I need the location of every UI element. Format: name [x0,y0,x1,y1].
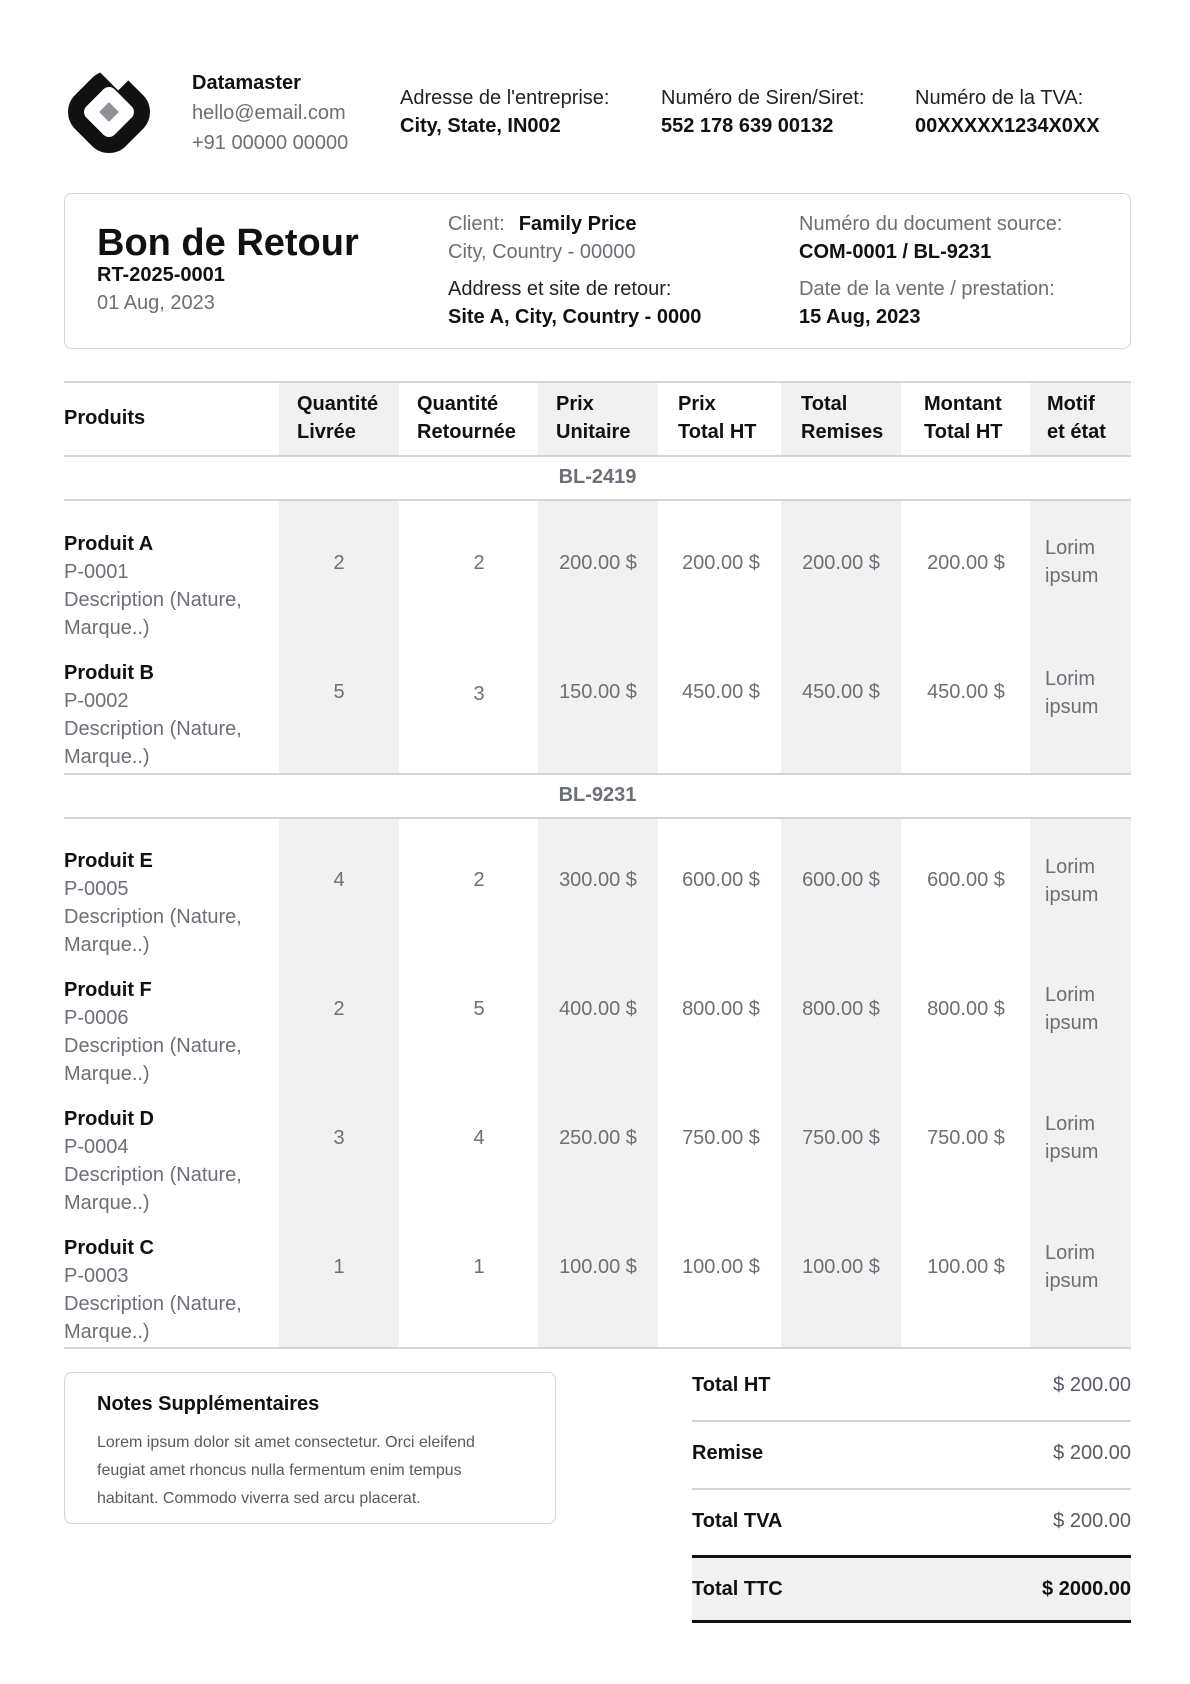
remise-row [692,1420,1131,1488]
qty-returned: 2 [473,552,485,574]
total-ttc-value: $ 2000.00 [1042,1578,1131,1600]
product-code: P-0003 [64,1265,129,1287]
table-row [64,847,242,959]
table-row [64,530,242,642]
product-description: Marque..) [64,934,150,956]
product-description: Description (Nature, [64,718,242,740]
sale-date-label: Date de la vente / prestation: [799,278,1055,300]
product-description: Marque..) [64,1192,150,1214]
total-discounts: 800.00 $ [802,998,880,1020]
total-discounts: 200.00 $ [802,552,880,574]
address-value: City, State, IN002 [400,115,561,137]
source-doc-label: Numéro du document source: [799,213,1063,235]
product-description: Marque..) [64,1321,150,1343]
client-label: Client: [448,213,505,235]
header-produits: Produits [64,407,146,429]
total-discounts: 600.00 $ [802,869,880,891]
return-site-label: Address et site de retour: [448,278,672,300]
header-motif: Motif et état [1047,393,1106,443]
header-total-remises: Total Remises [801,393,884,443]
product-description: Marque..) [64,1063,150,1085]
notes-body: Lorem ipsum dolor sit amet consectetur. Orci eleifend feugiat amet rhoncus nulla fermentum enim tempus habitant. Commodo viverra sed arcu placerat. [97,1434,475,1507]
client-location: City, Country - 00000 [448,241,636,263]
product-code: P-0001 [64,561,129,583]
amount-total-ht: 600.00 $ [927,869,1005,891]
header-prix-unitaire: Prix Unitaire [556,393,631,443]
table-row [64,1234,242,1346]
company-logo-icon [64,62,154,162]
unit-price: 150.00 $ [559,681,637,703]
remise-value: $ 200.00 [1053,1442,1131,1464]
product-code: P-0002 [64,690,129,712]
group-label: BL-9231 [558,784,637,806]
qty-delivered: 5 [333,681,345,703]
product-code: P-0006 [64,1007,129,1029]
total-ttc-row [692,1555,1131,1623]
source-doc-value: COM-0001 / BL-9231 [799,241,992,263]
amount-total-ht: 100.00 $ [927,1256,1005,1278]
total-price: 800.00 $ [682,998,760,1020]
amount-total-ht: 200.00 $ [927,552,1005,574]
unit-price: 100.00 $ [559,1256,637,1278]
company-address [400,84,609,140]
product-description: Description (Nature, [64,1035,242,1057]
header-qte-livree: Quantité Livrée [297,393,379,443]
siren-label: Numéro de Siren/Siret: [661,87,865,109]
product-description: Description (Nature, [64,906,242,928]
company-siren [661,84,864,140]
document-info-card [64,193,1131,349]
header-qte-retournee: Quantité Retournée [417,393,516,443]
product-description: Description (Nature, [64,1164,242,1186]
qty-delivered: 2 [333,998,345,1020]
unit-price: 200.00 $ [559,552,637,574]
total-discounts: 750.00 $ [802,1127,880,1149]
product-name: Produit C [64,1237,154,1259]
company-name: Datamaster [192,72,301,94]
unit-price: 300.00 $ [559,869,637,891]
total-discounts: 100.00 $ [802,1256,880,1278]
amount-total-ht: 800.00 $ [927,998,1005,1020]
company-header [64,62,1126,172]
header-montant-total-ht: Montant Total HT [924,393,1003,443]
motif-etat: Lorim ipsum [1045,1242,1099,1292]
company-email: hello@email.com [192,102,346,124]
total-ht-value: $ 200.00 [1053,1374,1131,1396]
address-label: Adresse de l'entreprise: [400,87,610,109]
qty-returned: 3 [473,683,485,705]
amount-total-ht: 750.00 $ [927,1127,1005,1149]
product-name: Produit D [64,1108,154,1130]
remise-label: Remise [692,1442,764,1464]
notes-box [64,1372,556,1524]
qty-delivered: 2 [333,552,345,574]
qty-delivered: 1 [333,1256,345,1278]
product-code: P-0005 [64,878,129,900]
total-price: 200.00 $ [682,552,760,574]
client-info [448,210,701,331]
total-ht-row [692,1352,1131,1420]
total-ht-label: Total HT [692,1374,771,1396]
unit-price: 400.00 $ [559,998,637,1020]
siren-value: 552 178 639 00132 [661,115,834,137]
products-table [64,381,1131,1349]
source-info [799,210,1062,331]
motif-etat: Lorim ipsum [1045,1113,1099,1163]
total-price: 600.00 $ [682,869,760,891]
tva-value: 00XXXXX1234X0XX [915,115,1100,137]
total-tva-value: $ 200.00 [1053,1510,1131,1532]
total-price: 100.00 $ [682,1256,760,1278]
table-row [64,1105,242,1217]
motif-etat: Lorim ipsum [1045,984,1099,1034]
company-tva [915,84,1100,140]
company-info [192,68,348,158]
product-name: Produit B [64,662,154,684]
document-number: RT-2025-0001 [97,264,225,286]
total-ttc-label: Total TTC [692,1578,783,1600]
motif-etat: Lorim ipsum [1045,537,1099,587]
qty-returned: 4 [473,1127,485,1149]
product-description: Marque..) [64,746,150,768]
document-date: 01 Aug, 2023 [97,292,215,314]
total-price: 750.00 $ [682,1127,760,1149]
header-prix-total-ht: Prix Total HT [678,393,757,443]
product-name: Produit E [64,850,153,872]
company-phone: +91 00000 00000 [192,132,349,154]
group-label: BL-2419 [558,466,637,488]
amount-total-ht: 450.00 $ [927,681,1005,703]
return-site-value: Site A, City, Country - 0000 [448,306,702,328]
qty-delivered: 4 [333,869,345,891]
sale-date-value: 15 Aug, 2023 [799,306,921,328]
notes-title: Notes Supplémentaires [97,1393,320,1415]
product-name: Produit A [64,533,154,555]
table-row [64,659,242,771]
product-description: Marque..) [64,617,150,639]
product-name: Produit F [64,979,152,1001]
unit-price: 250.00 $ [559,1127,637,1149]
qty-returned: 1 [473,1256,485,1278]
client-name: Family Price [518,213,637,235]
qty-returned: 5 [473,998,485,1020]
total-price: 450.00 $ [682,681,760,703]
table-row [64,976,242,1088]
qty-delivered: 3 [333,1127,345,1149]
qty-returned: 2 [473,869,485,891]
total-tva-row [692,1488,1131,1556]
motif-etat: Lorim ipsum [1045,856,1099,906]
total-discounts: 450.00 $ [802,681,880,703]
product-description: Description (Nature, [64,589,242,611]
document-title: Bon de Retour [97,222,359,264]
product-code: P-0004 [64,1136,129,1158]
motif-etat: Lorim ipsum [1045,668,1099,718]
tva-label: Numéro de la TVA: [915,87,1084,109]
total-tva-label: Total TVA [692,1510,783,1532]
product-description: Description (Nature, [64,1293,242,1315]
